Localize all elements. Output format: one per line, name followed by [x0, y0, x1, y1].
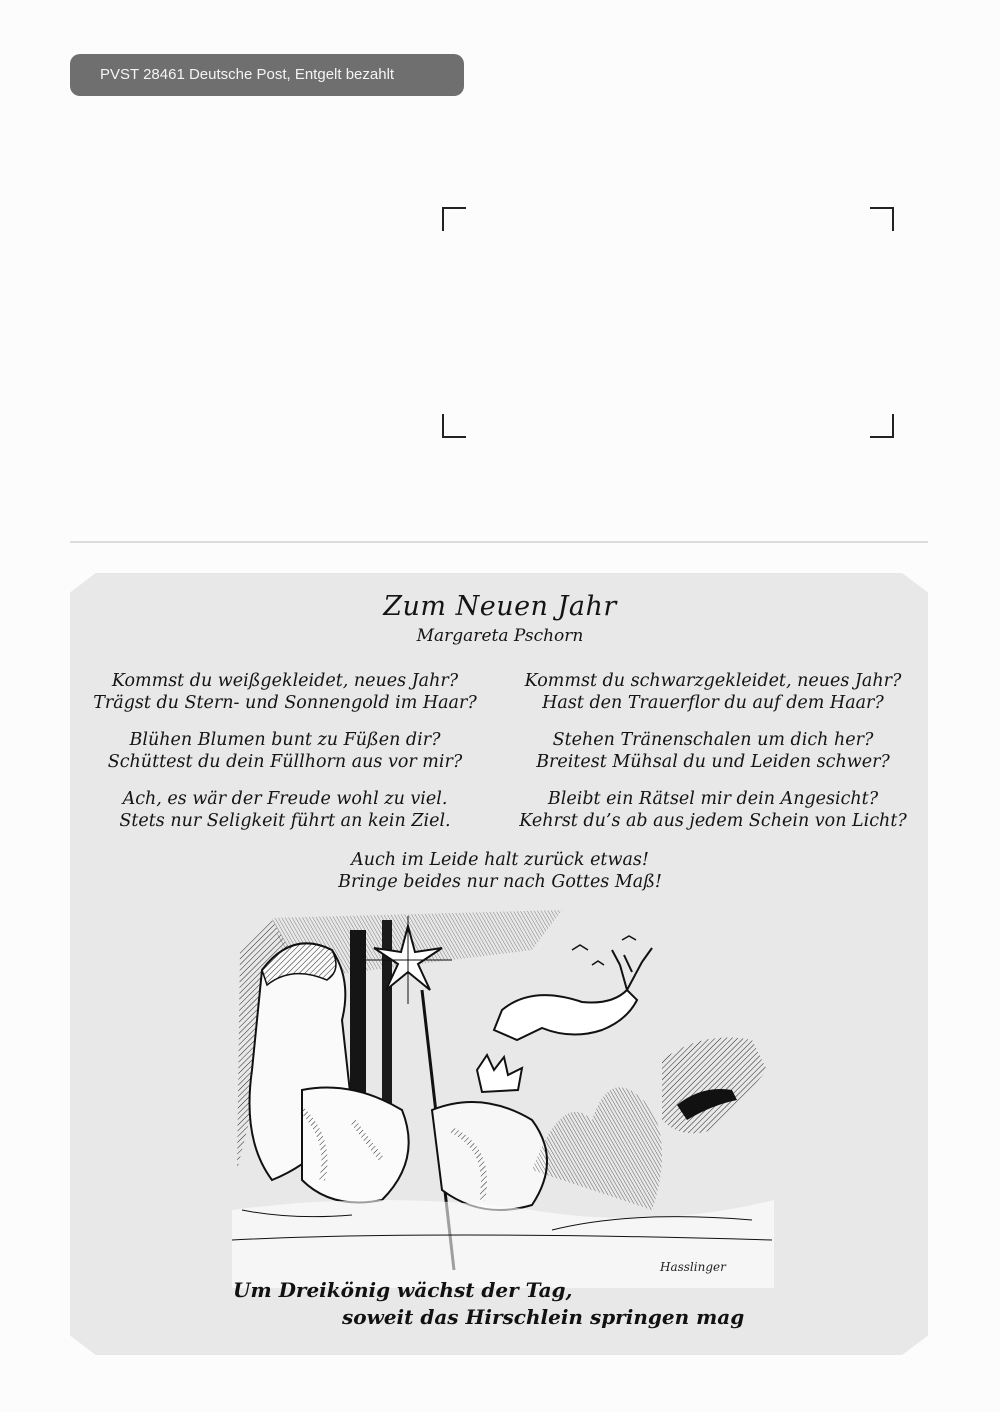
- fold-divider: [70, 541, 928, 543]
- verse-line: Breitest Mühsal du und Leiden schwer?: [536, 752, 890, 772]
- address-window-corner-top-right: [870, 207, 894, 231]
- right-stanza-1: [497, 670, 929, 714]
- closing-stanza: [0, 849, 1000, 893]
- crown: [477, 1055, 522, 1092]
- verse-line: Hast den Trauerflor du auf dem Haar?: [542, 693, 884, 713]
- verse-line: Schüttest du dein Füllhorn aus vor mir?: [107, 752, 463, 772]
- artist-signature: Hasslinger: [660, 1260, 726, 1274]
- verse-line: Bringe beides nur nach Gottes Maß!: [338, 872, 662, 892]
- verse-line: Kehrst du’s ab aus jedem Schein von Licht?: [519, 811, 907, 831]
- left-stanza-1: [70, 670, 500, 714]
- verse-line: Kommst du schwarzgekleidet, neues Jahr?: [524, 671, 902, 691]
- leaping-stag: [494, 948, 652, 1040]
- postage-paid-badge: PVST 28461 Deutsche Post, Entgelt bezahlt: [70, 54, 464, 96]
- verse-line: Stehen Tränenschalen um dich her?: [552, 730, 874, 750]
- verse-line: Trägst du Stern- und Sonnengold im Haar?: [93, 693, 477, 713]
- right-stanza-2: [497, 729, 929, 773]
- right-stanza-3: [497, 788, 929, 832]
- poem-author: Margareta Pschorn: [416, 626, 584, 646]
- epiphany-illustration: [232, 910, 774, 1288]
- forest-right: [662, 1038, 767, 1134]
- left-stanza-2: [70, 729, 500, 773]
- king-figure: [302, 1088, 409, 1203]
- address-window-corner-bottom-left: [442, 414, 466, 438]
- verse-line: Blühen Blumen bunt zu Füßen dir?: [129, 730, 441, 750]
- verse-line: Stets nur Seligkeit führt an kein Ziel.: [119, 811, 451, 831]
- verse-line: Bleibt ein Rätsel mir dein Angesicht?: [547, 789, 879, 809]
- left-stanza-3: [70, 788, 500, 832]
- address-window-corner-top-left: [442, 207, 466, 231]
- verse-line: Kommst du weißgekleidet, neues Jahr?: [111, 671, 459, 691]
- verse-line: Auch im Leide halt zurück etwas!: [351, 850, 649, 870]
- bushes: [532, 1087, 662, 1210]
- address-window-corner-bottom-right: [870, 414, 894, 438]
- poem-title: Zum Neuen Jahr: [383, 591, 617, 622]
- king-figure: [432, 1102, 547, 1210]
- illustration-caption-line-2: soweit das Hirschlein springen mag: [342, 1305, 745, 1329]
- verse-line: Ach, es wär der Freude wohl zu viel.: [122, 789, 448, 809]
- illustration-caption-line-1: Um Dreikönig wächst der Tag,: [233, 1278, 573, 1302]
